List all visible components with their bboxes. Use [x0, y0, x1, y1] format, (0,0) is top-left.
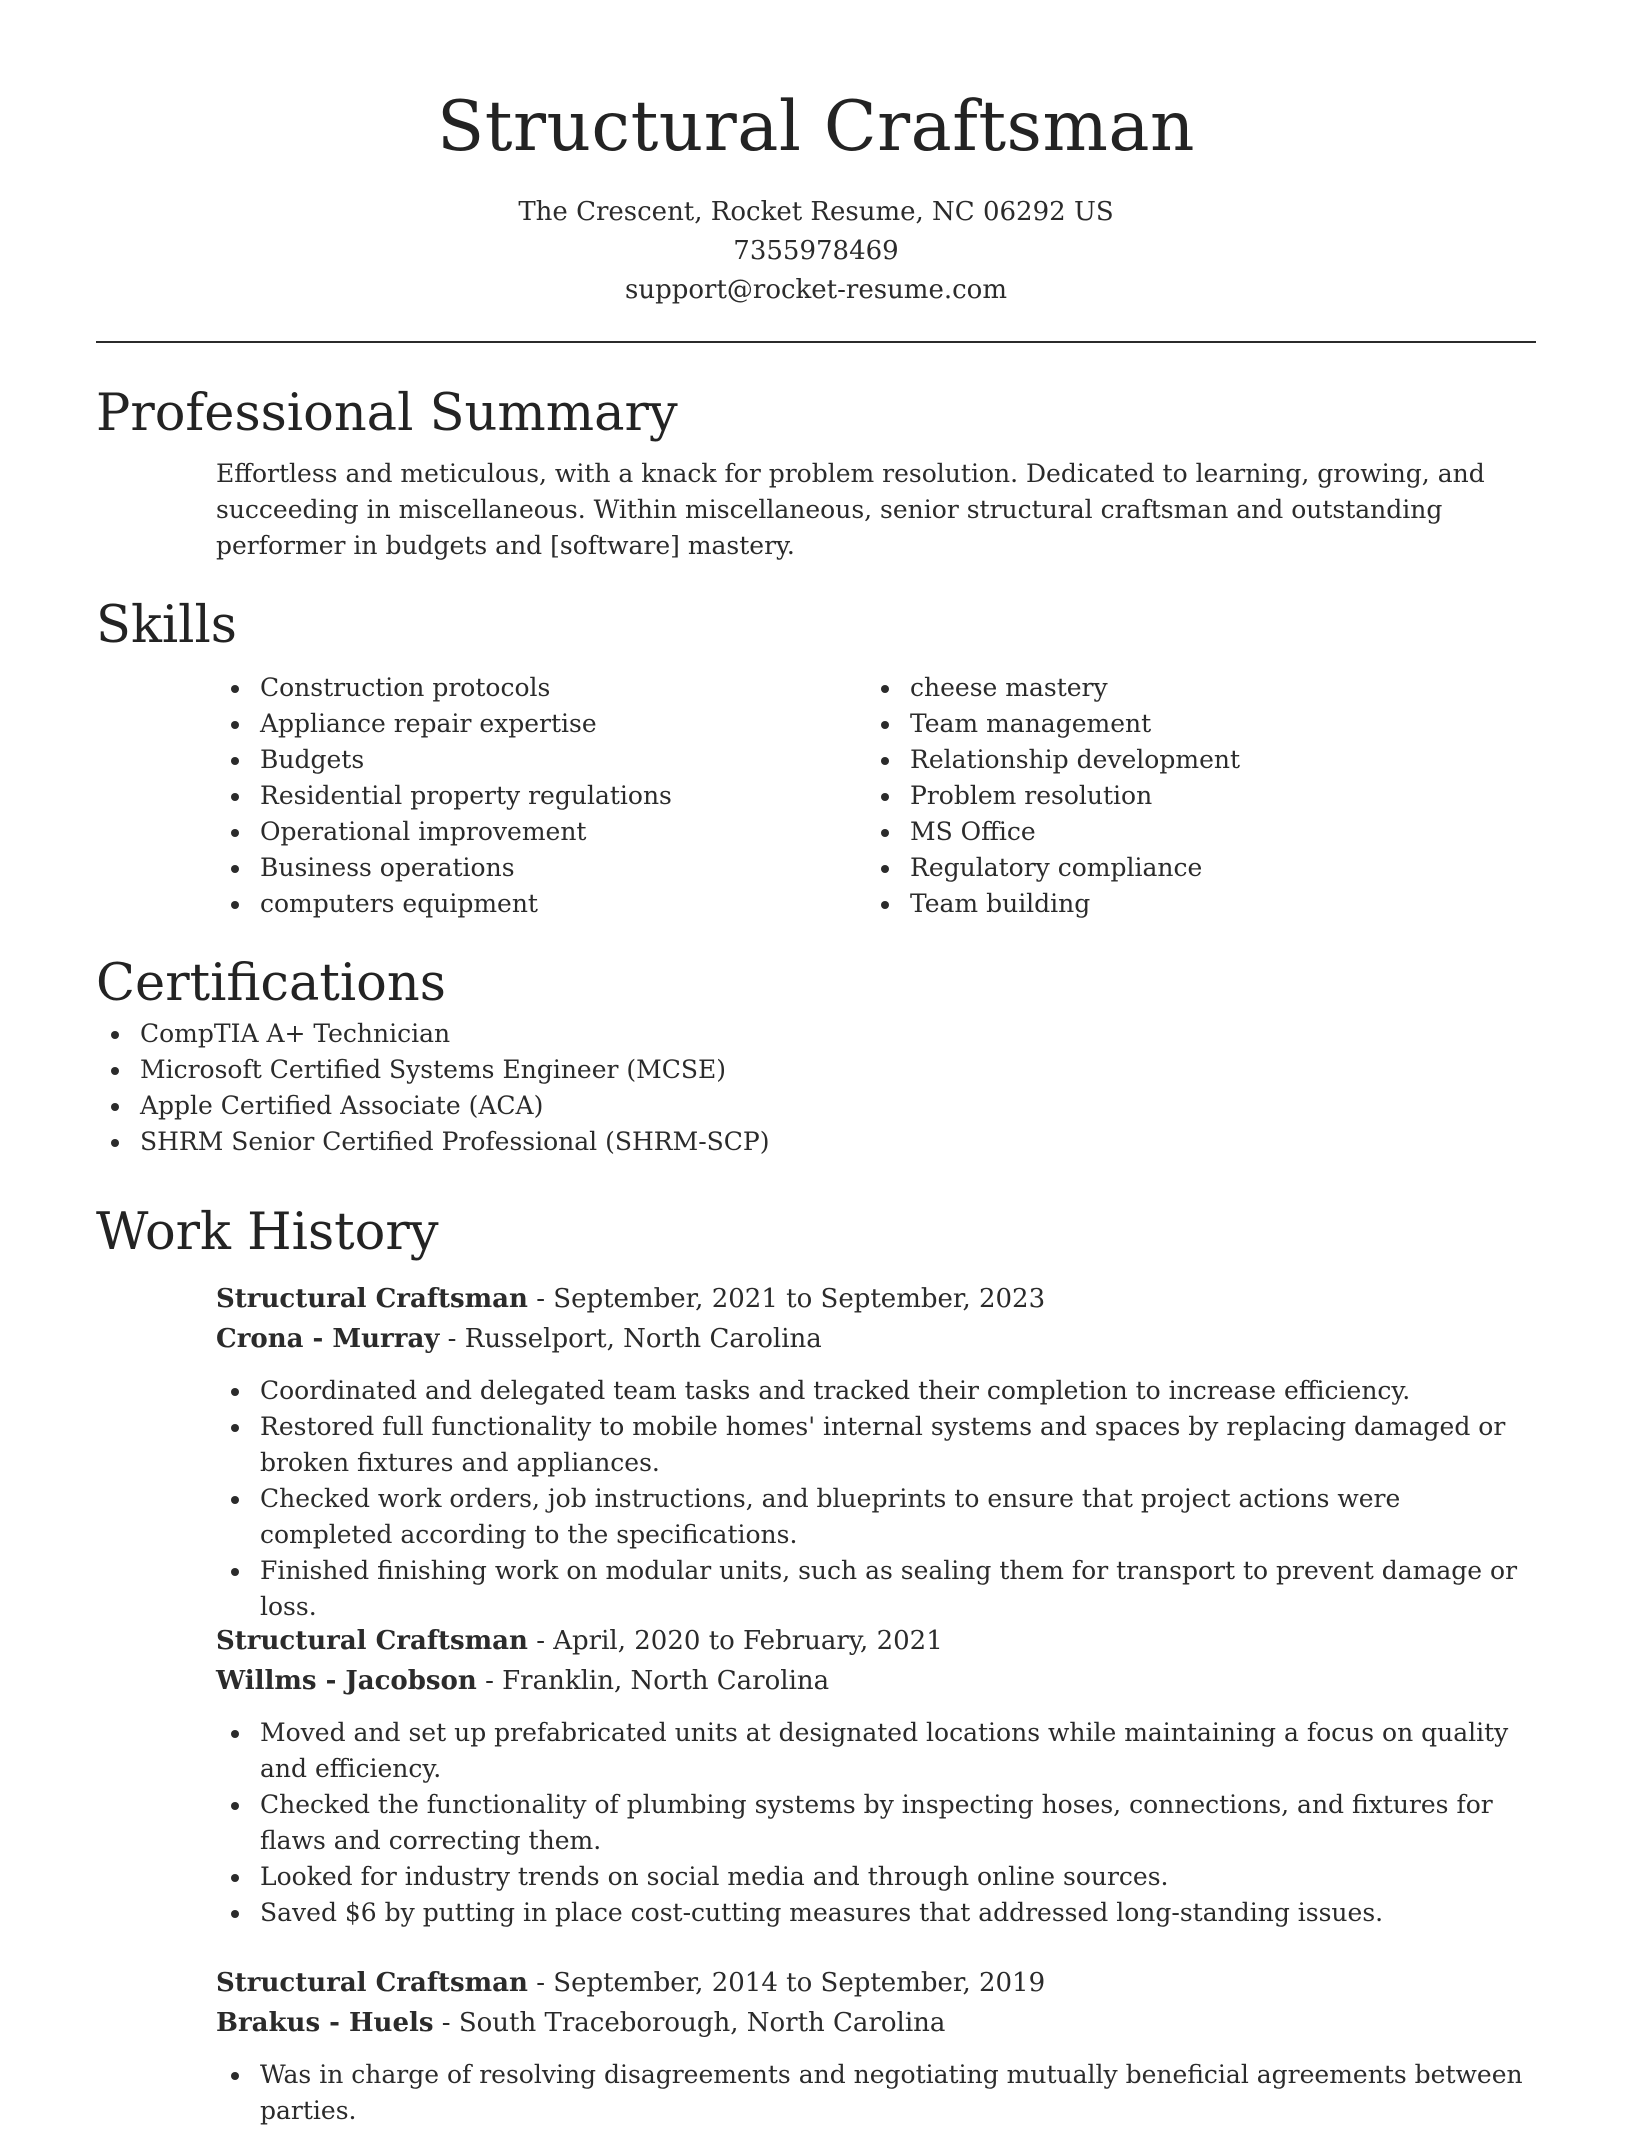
- job-title-line: [216, 1279, 1536, 1319]
- job-entry-body: [216, 1279, 1536, 1625]
- job-entry: [96, 1963, 1536, 2129]
- contact-phone: 7355978469: [733, 236, 899, 266]
- skill-item: Construction protocols: [216, 670, 866, 706]
- job-location: - Russelport, North Carolina: [439, 1324, 822, 1354]
- job-entry: [96, 1621, 1536, 1931]
- job-entry-body: [216, 1621, 1536, 1931]
- skills-column-left: [216, 670, 866, 922]
- job-company: Crona - Murray: [216, 1324, 440, 1354]
- job-title-line: [216, 1621, 1536, 1661]
- job-duty-item: Checked work orders, job instructions, and blueprints to ensure that project actions were completed according to the specifications.: [216, 1481, 1536, 1553]
- skill-item: Regulatory compliance: [866, 850, 1516, 886]
- work-history-section: [96, 1201, 1536, 1265]
- job-dates: - September, 2014 to September, 2019: [527, 1968, 1046, 1998]
- skill-item: Team management: [866, 706, 1516, 742]
- job-role: Structural Craftsman: [216, 1968, 528, 1998]
- skills-section: [96, 594, 1536, 922]
- skills-list-right: [866, 670, 1516, 922]
- skill-item: Residential property regulations: [216, 778, 866, 814]
- contact-address: The Crescent, Rocket Resume, NC 06292 US: [518, 197, 1114, 227]
- job-title-line: [216, 1963, 1536, 2003]
- job-duties-list: [216, 2057, 1536, 2129]
- certifications-section: [96, 952, 1536, 1160]
- job-duty-item: Was in charge of resolving disagreements and negotiating mutually beneficial agreements between parties.: [216, 2057, 1536, 2129]
- job-duties-list: [216, 1373, 1536, 1625]
- certifications-heading: Certifications: [96, 954, 446, 1013]
- skill-item: Team building: [866, 886, 1516, 922]
- certifications-list: [96, 1016, 1536, 1160]
- skill-item: Operational improvement: [216, 814, 866, 850]
- job-company: Willms - Jacobson: [216, 1666, 477, 1696]
- skills-list-left: [216, 670, 866, 922]
- job-duty-item: Finished finishing work on modular units, such as sealing them for transport to prevent damage or loss.: [216, 1553, 1536, 1625]
- candidate-name: Structural Craftsman: [437, 87, 1195, 167]
- job-entry: [96, 1279, 1536, 1625]
- skill-item: MS Office: [866, 814, 1516, 850]
- job-duty-item: Checked the functionality of plumbing systems by inspecting hoses, connections, and fixtures for flaws and correcting them.: [216, 1787, 1536, 1859]
- contact-block: [0, 193, 1632, 310]
- skill-item: Appliance repair expertise: [216, 706, 866, 742]
- skills-column-right: [866, 670, 1516, 922]
- skill-item: Relationship development: [866, 742, 1516, 778]
- skills-grid: [216, 670, 1536, 922]
- skill-item: computers equipment: [216, 886, 866, 922]
- job-dates: - April, 2020 to February, 2021: [527, 1626, 943, 1656]
- job-duty-item: Looked for industry trends on social media and through online sources.: [216, 1859, 1536, 1895]
- job-location: - Franklin, North Carolina: [476, 1666, 830, 1696]
- job-company-line: [216, 2003, 1536, 2043]
- job-duties-list: [216, 1715, 1536, 1931]
- job-role: Structural Craftsman: [216, 1284, 528, 1314]
- contact-email: support@rocket-resume.com: [624, 275, 1007, 305]
- job-duty-item: Moved and set up prefabricated units at designated locations while maintaining a focus on quality and efficiency.: [216, 1715, 1536, 1787]
- skill-item: Problem resolution: [866, 778, 1516, 814]
- certification-item: Microsoft Certified Systems Engineer (MCSE): [96, 1052, 1536, 1088]
- job-role: Structural Craftsman: [216, 1626, 528, 1656]
- job-company: Brakus - Huels: [216, 2008, 434, 2038]
- skills-heading: Skills: [96, 596, 237, 655]
- header-divider: [96, 341, 1536, 343]
- job-dates: - September, 2021 to September, 2023: [527, 1284, 1046, 1314]
- skill-item: cheese mastery: [866, 670, 1516, 706]
- job-duty-item: Coordinated and delegated team tasks and tracked their completion to increase efficiency.: [216, 1373, 1536, 1409]
- certification-item: Apple Certified Associate (ACA): [96, 1088, 1536, 1124]
- certification-item: CompTIA A+ Technician: [96, 1016, 1536, 1052]
- job-duty-item: Saved $6 by putting in place cost-cutting measures that addressed long-standing issues.: [216, 1895, 1536, 1931]
- skill-item: Business operations: [216, 850, 866, 886]
- summary-heading: Professional Summary: [96, 384, 678, 443]
- skill-item: Budgets: [216, 742, 866, 778]
- certification-item: SHRM Senior Certified Professional (SHRM-SCP): [96, 1124, 1536, 1160]
- work-history-heading: Work History: [96, 1203, 439, 1262]
- job-company-line: [216, 1661, 1536, 1701]
- job-duty-item: Restored full functionality to mobile homes' internal systems and spaces by replacing damaged or broken fixtures and appliances.: [216, 1409, 1536, 1481]
- job-company-line: [216, 1319, 1536, 1359]
- summary-section: [96, 382, 1536, 564]
- job-location: - South Traceborough, North Carolina: [433, 2008, 946, 2038]
- summary-text: Effortless and meticulous, with a knack for problem resolution. Dedicated to learning, growing, and succeeding in miscellaneous. Within miscellaneous, senior structural craftsman and outstanding performer in budgets and [software] mastery.: [216, 459, 1485, 560]
- job-entry-body: [216, 1963, 1536, 2129]
- resume-header: [0, 0, 1632, 310]
